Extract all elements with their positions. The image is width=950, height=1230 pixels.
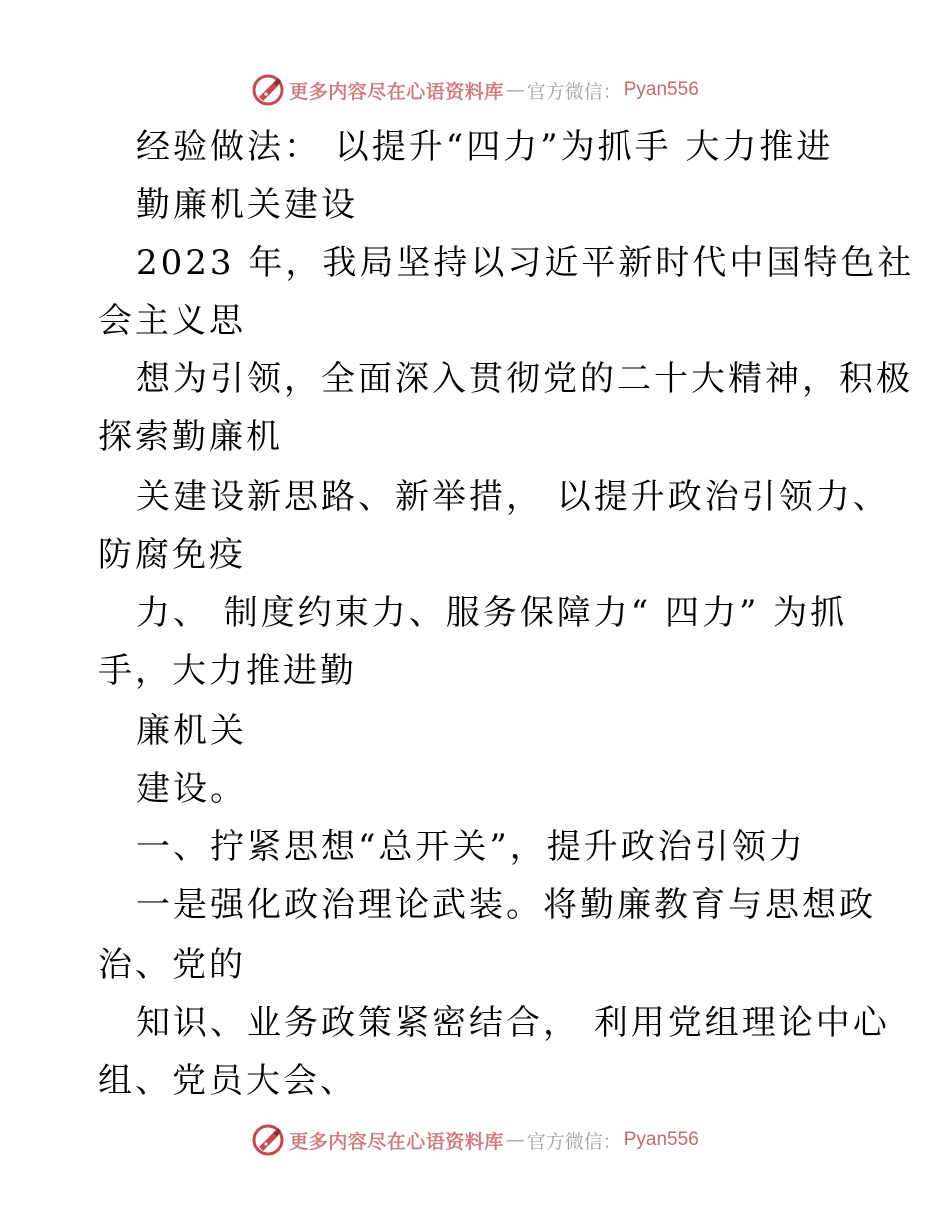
doc-line: 防腐免疫 (98, 535, 246, 575)
pen-nib-circle-icon (251, 1123, 285, 1157)
doc-line: 想为引领，全面深入贯彻党的二十大精神，积极 (136, 359, 913, 399)
footer-watermark (0, 1120, 950, 1160)
doc-line: 会主义思 (98, 301, 246, 341)
watermark-label: 官方微信： (526, 1130, 622, 1153)
doc-line: 组、党员大会、 (98, 1061, 357, 1101)
watermark-site-name: 更多内容尽在心语资料库 (289, 1130, 504, 1153)
watermark-dash: — (505, 1129, 525, 1151)
doc-line: 一、拧紧思想“总开关”，提升政治引领力 (136, 827, 806, 867)
doc-line: 知识、业务政策紧密结合， 利用党组理论中心 (136, 1003, 890, 1043)
watermark-wechat-id: Pyan556 (623, 1129, 699, 1150)
doc-line: 廉机关 (136, 711, 247, 751)
doc-line: 经验做法： 以提升“四力”为抓手 大力推进 (136, 127, 834, 167)
watermark-dash: — (505, 79, 525, 101)
watermark-label: 官方微信： (526, 80, 622, 103)
doc-line: 勤廉机关建设 (136, 185, 358, 225)
doc-line: 手，大力推进勤 (98, 651, 357, 691)
doc-line: 关建设新思路、新举措， 以提升政治引领力、 (136, 477, 890, 517)
doc-line: 探索勤廉机 (98, 417, 283, 457)
doc-line: 2023 年，我局坚持以习近平新时代中国特色社 (136, 243, 915, 283)
pen-nib-circle-icon (251, 73, 285, 107)
doc-line: 治、党的 (98, 945, 246, 985)
header-watermark (0, 70, 950, 110)
watermark-site-name: 更多内容尽在心语资料库 (289, 80, 504, 103)
doc-line: 建设。 (136, 769, 247, 809)
doc-line: 力、 制度约束力、服务保障力“ 四力” 为抓 (136, 593, 848, 633)
watermark-wechat-id: Pyan556 (623, 79, 699, 100)
doc-line: 一是强化政治理论武装。将勤廉教育与思想政 (136, 885, 876, 925)
